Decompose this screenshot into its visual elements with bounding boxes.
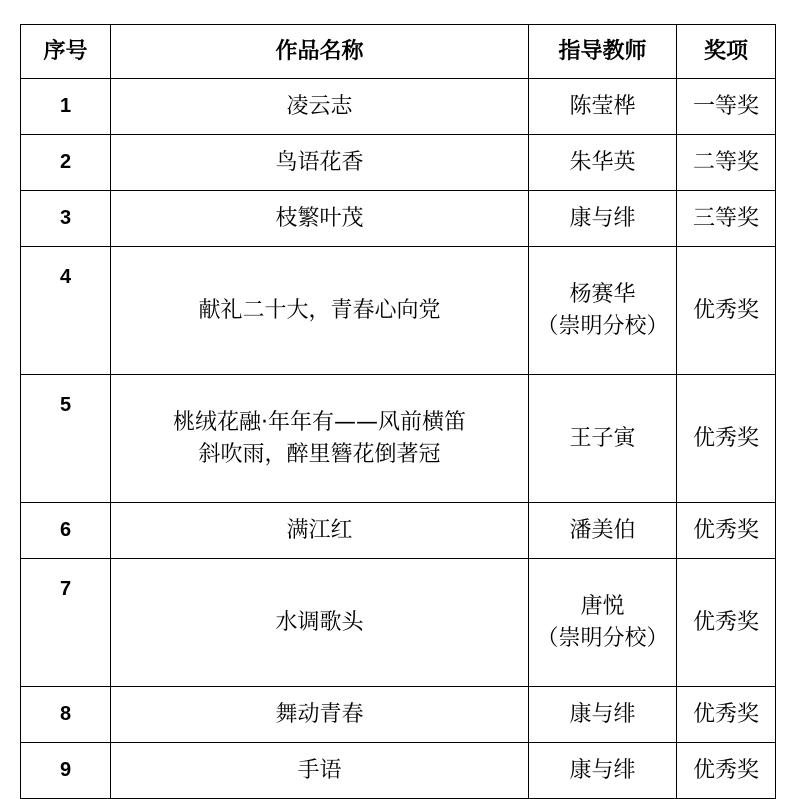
teacher-line: 潘美伯 (569, 517, 636, 543)
teacher-line: 康与绯 (569, 757, 636, 783)
row-index: 4 (21, 247, 111, 375)
teacher-line: 唐悦 (580, 593, 625, 619)
work-title (111, 687, 529, 743)
table-row (21, 79, 776, 135)
work-title-line: 舞动青春 (275, 701, 364, 727)
teacher-name (529, 135, 677, 191)
work-title (111, 247, 529, 375)
table-row (21, 247, 776, 375)
award-level: 优秀奖 (677, 687, 776, 743)
row-index: 5 (21, 375, 111, 503)
teacher-line: 陈莹桦 (569, 93, 636, 119)
work-title (111, 503, 529, 559)
teacher-name (529, 375, 677, 503)
teacher-name (529, 503, 677, 559)
header-teacher: 指导教师 (529, 25, 677, 79)
table-row (21, 743, 776, 799)
teacher-name (529, 687, 677, 743)
teacher-name (529, 247, 677, 375)
work-title-line: 手语 (297, 757, 342, 783)
award-level: 优秀奖 (677, 559, 776, 687)
teacher-line: 王子寅 (569, 425, 636, 451)
award-level: 优秀奖 (677, 743, 776, 799)
teacher-name (529, 743, 677, 799)
work-title (111, 191, 529, 247)
work-title-line: 满江红 (286, 517, 353, 543)
award-level: 优秀奖 (677, 375, 776, 503)
work-title-line: 献礼二十大，青春心向党 (198, 297, 441, 323)
row-index: 9 (21, 743, 111, 799)
teacher-campus: （崇明分校） (536, 313, 669, 339)
table-row (21, 559, 776, 687)
work-title-line: 枝繁叶茂 (275, 205, 364, 231)
award-level: 二等奖 (677, 135, 776, 191)
row-index: 3 (21, 191, 111, 247)
row-index: 7 (21, 559, 111, 687)
header-row (21, 25, 776, 79)
table-row (21, 375, 776, 503)
teacher-line: 杨赛华 (569, 281, 636, 307)
work-title (111, 559, 529, 687)
table-row (21, 503, 776, 559)
award-level: 三等奖 (677, 191, 776, 247)
row-index: 1 (21, 79, 111, 135)
work-title (111, 79, 529, 135)
teacher-name (529, 559, 677, 687)
header-work-title: 作品名称 (111, 25, 529, 79)
teacher-line: 康与绯 (569, 701, 636, 727)
row-index: 2 (21, 135, 111, 191)
teacher-line: 朱华英 (569, 149, 636, 175)
header-award: 奖项 (677, 25, 776, 79)
work-title-line: 水调歌头 (275, 609, 364, 635)
teacher-line: 康与绯 (569, 205, 636, 231)
table-row (21, 191, 776, 247)
work-title-line: 桃绒花融·年年有——风前横笛 (173, 409, 466, 435)
table-row (21, 687, 776, 743)
teacher-campus: （崇明分校） (536, 625, 669, 651)
work-title-line: 斜吹雨，醉里簪花倒著冠 (198, 441, 441, 467)
teacher-name (529, 79, 677, 135)
row-index: 8 (21, 687, 111, 743)
work-title (111, 375, 529, 503)
award-level: 优秀奖 (677, 247, 776, 375)
award-level: 一等奖 (677, 79, 776, 135)
work-title (111, 135, 529, 191)
header-index: 序号 (21, 25, 111, 79)
row-index: 6 (21, 503, 111, 559)
teacher-name (529, 191, 677, 247)
work-title-line: 鸟语花香 (275, 149, 364, 175)
award-level: 优秀奖 (677, 503, 776, 559)
awards-table (20, 24, 776, 799)
table-row (21, 135, 776, 191)
work-title-line: 凌云志 (286, 93, 353, 119)
work-title (111, 743, 529, 799)
